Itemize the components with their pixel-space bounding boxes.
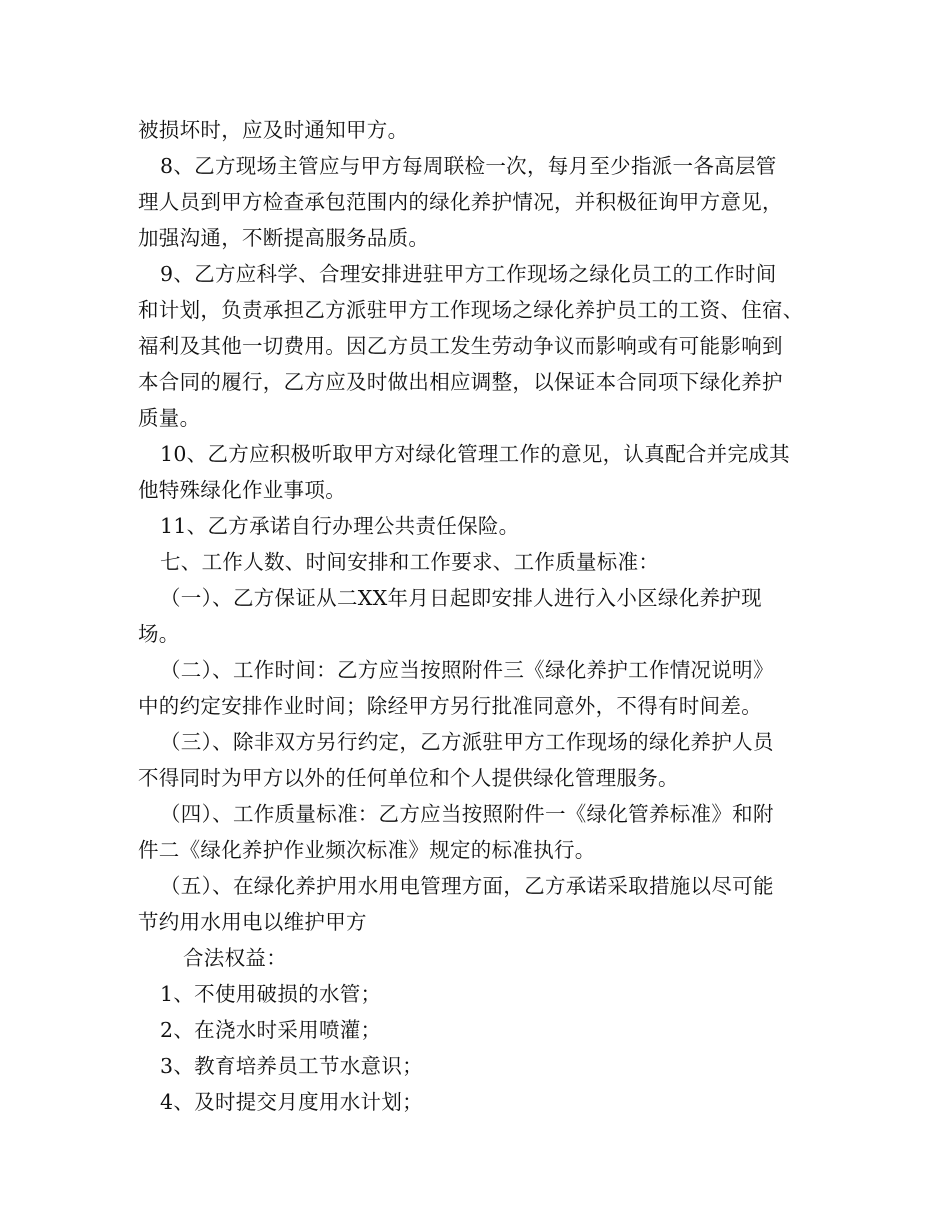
- list-item-4: 4、及时提交月度用水计划；: [160, 1090, 423, 1114]
- clause-9-line-5: 质量。: [138, 406, 201, 430]
- clause-8-line-2: 理人员到甲方检查承包范围内的绿化养护情况，并积极征询甲方意见，: [138, 190, 783, 214]
- item-4-line-1: （四）、工作质量标准：乙方应当按照附件一《绿化管养标准》和附: [160, 802, 774, 826]
- list-item-3: 3、教育培养员工节水意识；: [160, 1054, 423, 1078]
- item-3-line-2: 不得同时为甲方以外的任何单位和个人提供绿化管理服务。: [138, 766, 679, 790]
- clause-8-line-3: 加强沟通，不断提高服务品质。: [138, 226, 430, 250]
- item-1-line-1: （一）、乙方保证从二XX年月日起即安排人进行入小区绿化养护现: [160, 586, 762, 610]
- section-7-heading: 七、工作人数、时间安排和工作要求、工作质量标准：: [160, 550, 660, 574]
- clause-9-line-2: 和计划，负责承担乙方派驻甲方工作现场之绿化养护员工的工资、住宿、: [138, 298, 804, 322]
- list-item-2: 2、在浇水时采用喷灌；: [160, 1018, 382, 1042]
- clause-11-line: 11、乙方承诺自行办理公共责任保险。: [160, 514, 520, 538]
- item-2-line-1: （二）、工作时间：乙方应当按照附件三《绿化养护工作情况说明》: [160, 658, 774, 682]
- clause-9-line-3: 福利及其他一切费用。因乙方员工发生劳动争议而影响或有可能影响到: [138, 334, 783, 358]
- clause-10-line-1: 10、乙方应积极听取甲方对绿化管理工作的意见，认真配合并完成其: [160, 442, 790, 466]
- item-5-line-3: 合法权益：: [183, 946, 287, 970]
- item-2-line-2: 中的约定安排作业时间；除经甲方另行批准同意外，不得有时间差。: [138, 694, 762, 718]
- item-1-line-2: 场。: [138, 622, 180, 646]
- list-item-1: 1、不使用破损的水管；: [160, 982, 382, 1006]
- clause-8-line-1: 8、乙方现场主管应与甲方每周联检一次，每月至少指派一各高层管: [160, 154, 777, 178]
- item-3-line-1: （三）、除非双方另行约定，乙方派驻甲方工作现场的绿化养护人员: [160, 730, 774, 754]
- item-5-line-1: （五）、在绿化养护用水用电管理方面，乙方承诺采取措施以尽可能: [160, 874, 774, 898]
- item-4-line-2: 件二《绿化养护作业频次标准》规定的标准执行。: [138, 838, 596, 862]
- item-5-line-2: 节约用水用电以维护甲方: [138, 910, 367, 934]
- clause-10-line-2: 他特殊绿化作业事项。: [138, 478, 346, 502]
- clause-9-line-1: 9、乙方应科学、合理安排进驻甲方工作现场之绿化员工的工作时间: [160, 262, 777, 286]
- clause-9-line-4: 本合同的履行，乙方应及时做出相应调整，以保证本合同项下绿化养护: [138, 370, 783, 394]
- text-line: 被损坏时，应及时通知甲方。: [138, 118, 409, 142]
